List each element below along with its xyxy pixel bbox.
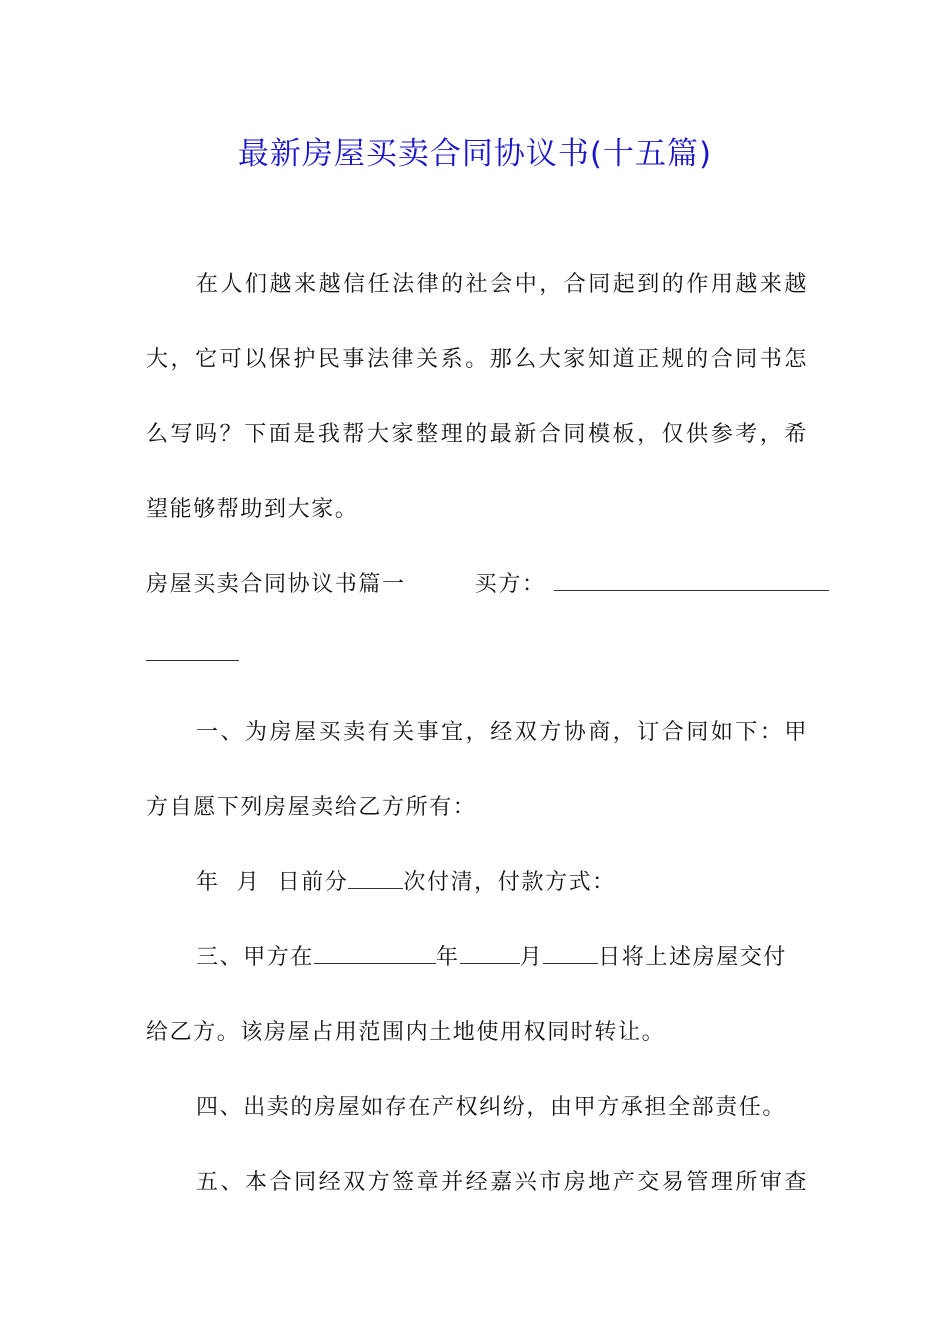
month-blank <box>460 943 520 964</box>
intro-line-3: 么写吗？下面是我帮大家整理的最新合同模板，仅供参考，希 <box>146 422 808 447</box>
year-blank <box>314 943 436 964</box>
buyer-line <box>146 570 808 600</box>
buyer-blank-continuation <box>146 640 808 670</box>
payment-line <box>196 868 808 898</box>
clause3-suffix: 日将上述房屋交付 <box>598 945 788 970</box>
section-heading: 房屋买卖合同协议书篇一 <box>146 572 406 597</box>
buyer-blank <box>554 570 829 591</box>
payment-prefix: 年 月 日前分 <box>196 870 349 895</box>
clause3-line-1 <box>196 943 808 973</box>
clause3-prefix: 三、甲方在 <box>196 945 315 970</box>
clause3-line-2: 给乙方。该房屋占用范围内土地使用权同时转让。 <box>146 1020 666 1045</box>
payment-middle: 次付清，付款方式： <box>403 870 616 895</box>
buyer-blank-tail <box>146 640 239 661</box>
intro-line-2: 大，它可以保护民事法律关系。那么大家知道正规的合同书怎 <box>146 347 808 372</box>
document-title: 最新房屋买卖合同协议书(十五篇) <box>237 136 713 172</box>
clause4-line: 四、出卖的房屋如存在产权纠纷，由甲方承担全部责任。 <box>196 1095 787 1120</box>
clause5-line: 五、本合同经双方签章并经嘉兴市房地产交易管理所审查 <box>196 1170 808 1195</box>
installments-blank <box>348 868 403 889</box>
clause1-line-1: 一、为房屋买卖有关事宜，经双方协商，订合同如下：甲 <box>196 720 808 745</box>
buyer-label: 买方： <box>474 572 546 597</box>
clause1-line-2: 方自愿下列房屋卖给乙方所有： <box>146 795 477 820</box>
clause3-year: 年 <box>436 945 460 970</box>
intro-line-1: 在人们越来越信任法律的社会中，合同起到的作用越来越 <box>196 272 808 297</box>
day-blank <box>543 943 598 964</box>
clause3-month: 月 <box>519 945 544 970</box>
intro-line-4: 望能够帮助到大家。 <box>146 497 359 522</box>
